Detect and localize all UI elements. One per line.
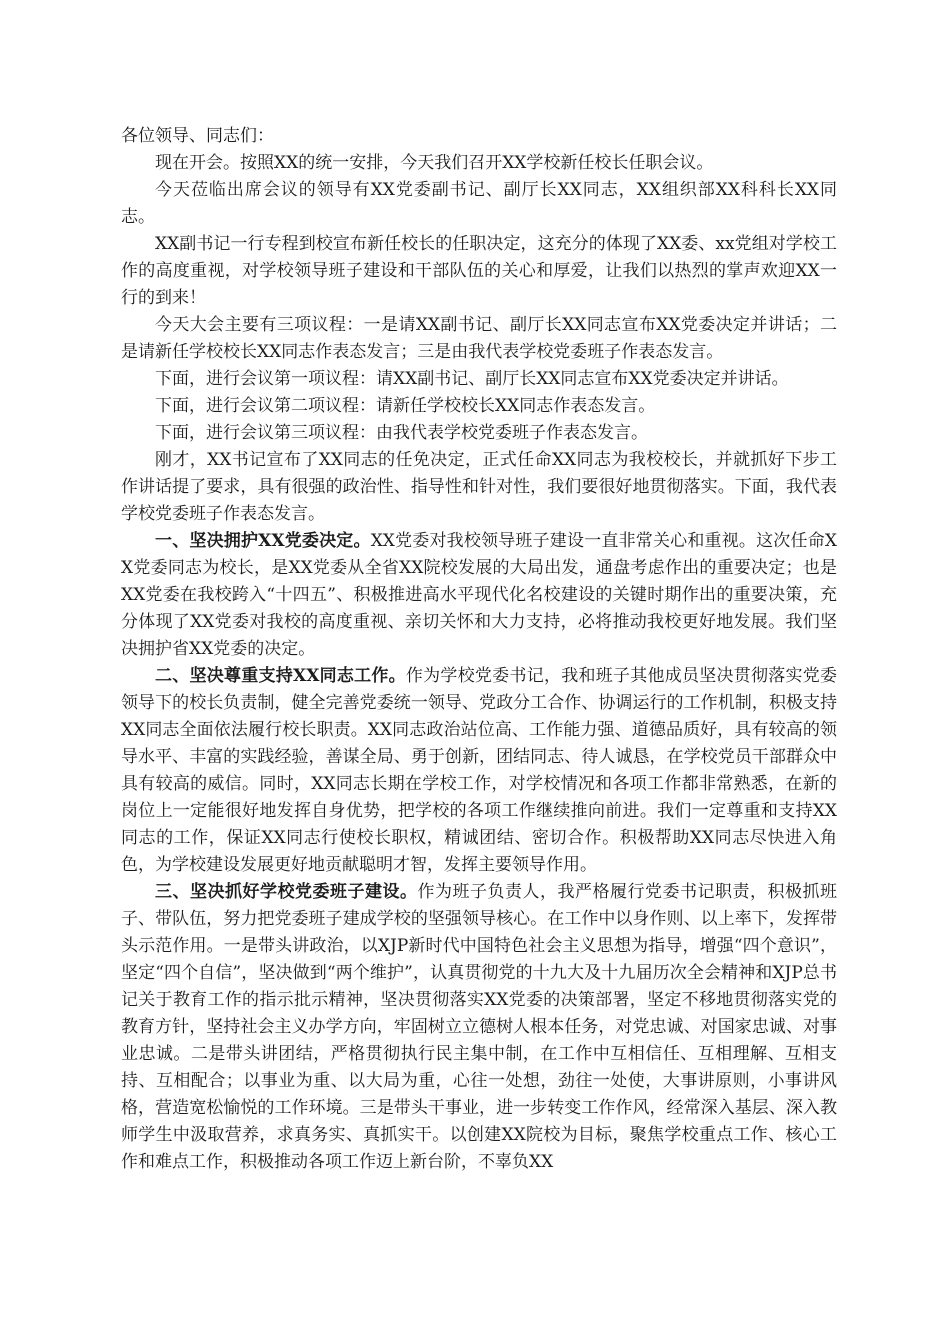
section-3-heading: 三、坚决抓好学校党委班子建设。 [155,882,418,902]
transition-paragraph: 刚才，XX书记宣布了XX同志的任免决定，正式任命XX同志为我校校长，并就抓好下步工作讲话提了要求，具有很强的政治性、指导性和针对性，我们要很好地贯彻落实。下面，我代表学校党委班子作表态发言。 [121,450,837,524]
document-page [121,123,837,1176]
agenda-paragraph: 今天大会主要有三项议程：一是请XX副书记、副厅长XX同志宣布XX党委决定并讲话；二是请新任学校校长XX同志作表态发言；三是由我代表学校党委班子作表态发言。 [121,315,837,362]
salutation: 各位领导、同志们： [121,126,274,146]
agenda-item-3-paragraph: 下面，进行会议第三项议程：由我代表学校党委班子作表态发言。 [155,423,648,443]
section-1-paragraph [121,528,837,663]
welcome-paragraph: XX副书记一行专程到校宣布新任校长的任职决定，这充分的体现了XX委、xx党组对学校工作的高度重视，对学校领导班子建设和干部队伍的关心和厚爱，让我们以热烈的掌声欢迎XX一行的到来！ [121,234,837,308]
section-2-heading: 二、坚决尊重支持XX同志工作。 [155,666,406,686]
agenda-item-2-paragraph: 下面，进行会议第二项议程：请新任学校校长XX同志作表态发言。 [155,396,656,416]
section-3-body: 作为班子负责人，我严格履行党委书记职责，积极抓班子、带队伍，努力把党委班子建成学校的坚强领导核心。在工作中以身作则、以上率下，发挥带头示范作用。一是带头讲政治，以XJP新时代中国特色社会主义思想为指导，增强“四个意识”，坚定“四个自信”，坚决做到“两个维护”，认真贯彻党的十九大及十九届历次全会精神和XJP总书记关于教育工作的指示批示精神，坚决贯彻落实XX党委的决策部署，坚定不移地贯彻落实党的教育方针，坚持社会主义办学方向，牢固树立立德树人根本任务，对党忠诚、对国家忠诚、对事业忠诚。二是带头讲团结，严格贯彻执行民主集中制，在工作中互相信任、互相理解、互相支持、互相配合；以事业为重、以大局为重，心往一处想，劲往一处使，大事讲原则，小事讲风格，营造宽松愉悦的工作环境。三是带头干事业，进一步转变工作作风，经常深入基层、深入教师学生中汲取营养，求真务实、真抓实干。以创建XX院校为目标，聚焦学校重点工作、核心工作和难点工作，积极推动各项工作迈上新台阶，不辜负XX [121,882,837,1172]
section-2-paragraph [121,663,837,879]
agenda-item-1-paragraph: 下面，进行会议第一项议程：请XX副书记、副厅长XX同志宣布XX党委决定并讲话。 [155,369,789,389]
section-3-paragraph [121,879,837,1176]
section-1-body: XX党委对我校领导班子建设一直非常关心和重视。这次任命XX党委同志为校长，是XX党委从全省XX院校发展的大局出发，通盘考虑作出的重要决定；也是XX党委在我校跨入“十四五”、积极推进高水平现代化名校建设的关键时期作出的重要决策，充分体现了XX党委对我校的高度重视、亲切关怀和大力支持，必将推动我校更好地发展。我们坚决拥护省XX党委的决定。 [121,531,837,659]
section-2-body: 作为学校党委书记，我和班子其他成员坚决贯彻落实党委领导下的校长负责制，健全完善党委统一领导、党政分工合作、协调运行的工作机制，积极支持XX同志全面依法履行校长职责。XX同志政治站位高、工作能力强、道德品质好，具有较高的领导水平、丰富的实践经验，善谋全局、勇于创新，团结同志、待人诚恳，在学校党员干部群众中具有较高的威信。同时，XX同志长期在学校工作，对学校情况和各项工作都非常熟悉，在新的岗位上一定能很好地发挥自身优势，把学校的各项工作继续推向前进。我们一定尊重和支持XX同志的工作，保证XX同志行使校长职权，精诚团结、密切合作。积极帮助XX同志尽快进入角色，为学校建设发展更好地贡献聪明才智，发挥主要领导作用。 [121,666,837,875]
opening-paragraph: 现在开会。按照XX的统一安排，今天我们召开XX学校新任校长任职会议。 [155,153,714,173]
section-1-heading: 一、坚决拥护XX党委决定。 [155,531,371,551]
attending-leaders-paragraph: 今天莅临出席会议的领导有XX党委副书记、副厅长XX同志，XX组织部XX科科长XX同志。 [121,180,837,227]
